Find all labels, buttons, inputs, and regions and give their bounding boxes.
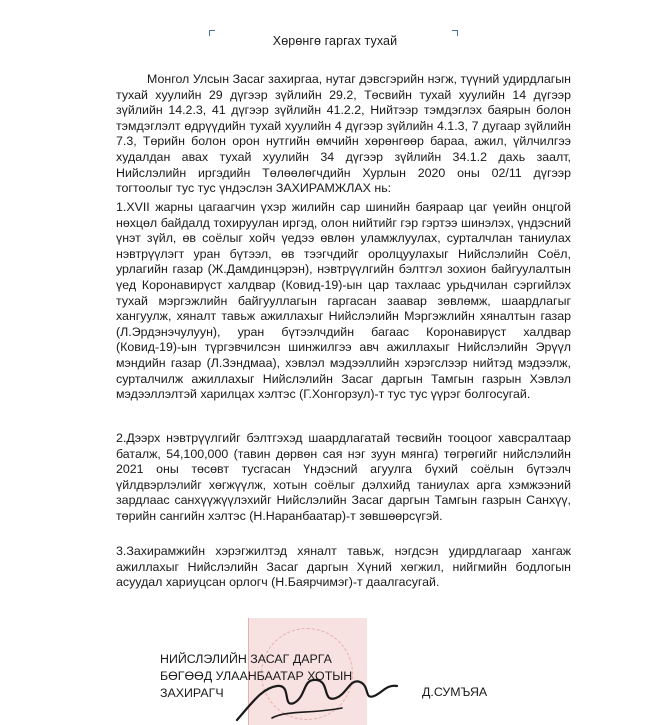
item-1-paragraph: 1.XVII жарны цагаагчин үхэр жилийн сар шинийн баяраар цаг үеийн онцгой нөхцөл байдалд тохируулан иргэд, олон нийтийг гэр гэртээ шинэлэх, үндэсний үнэт зүйл, өв соёлыг хойч үедээ өвлөн уламжлуулах, сурталчлан таниулах нэвтрүүлэгт уран бүтээл, өв тээгчдийг оролцуулахыг Нийслэлийн Соёл, урлагийн газар (Ж.Дамдинцэрэн), нэвтрүүлгийн бэлтгэл зохион байгуулалтын үед Коронавирүст халдвар (Ковид-19)-ын цар тахлаас урьдчилан сэргийлэх тухай мэргэжлийн байгууллагын гаргасан заавар зөвлөмж, шаардлагыг хангуулж, хяналт тавьж ажиллахыг Нийслэлийн Мэргэжлийн хяналтын газар (Л.Эрдэнэчулуун), уран бүтээлчдийн багаас Коронавирүст халдвар (Ковид-19)-ын түргэвчилсэн шинжилгээ авч ажиллахыг Нийслэлийн Эрүүл мэндийн газар (Л.Зэндмаа), хэвлэл мэдээллийн хэрэгслээр нийтэд мэдээлж, сурталчилж ажиллахыг Нийслэлийн Засаг даргын Тамгын газрын Хэвлэл мэдээллэлтэй харилцах хэлтэс (Г.Хонгорзул)-т тус тус үүрэг болгосугай. bbox=[116, 200, 571, 402]
signatory-name: Д.СУМЪЯА bbox=[422, 685, 488, 699]
signatory-title-line-1: НИЙСЛЭЛИЙН ЗАСАГ ДАРГА bbox=[160, 652, 332, 666]
intro-paragraph: Монгол Улсын Засаг захиргаа, нутаг дэвсгэрийн нэгж, түүний удирдлагын тухай хуулийн 29 дүгээр зүйлийн 29.2, Төсвийн тухай хуулийн 14 дүгээр зүйлийн 14.2.3, 41 дүгээр зүйлийн 41.2.2, Нийтээр тэмдэглэх баярын болон тэмдэглэлт өдрүүдийн тухай хуулийн 4 дүгээр зүйлийн 4.1.3, 7 дугаар зүйлийн 7.3, Төрийн болон орон нутгийн өмчийн хөрөнгөөр бараа, ажил, үйлчилгээ худалдан авах тухай хуулийн 34 дүгээр зүйлийн 34.1.2 дахь заалт, Нийслэлийн иргэдийн Төлөөлөгчдийн Хурлын 2020 оны 02/11 дүгээр тогтоолыг тус тус үндэслэн ЗАХИРАМЖЛАХ нь: bbox=[116, 72, 571, 196]
item-2-paragraph: 2.Дээрх нэвтрүүлгийг бэлтгэхэд шаардлагатай төсвийн тооцоог хавсралтаар баталж, 54,100,000 (тавин дөрвөн сая нэг зуун мянга) төгрөгийг нийслэлийн 2021 оны төсөвт тусгасан Үндэсний агуулга бүхий соёлын бүтээлч үйлдвэрлэлийг хөгжүүлж, хотын соёлыг дэлхийд таниулах арга хэмжээний зардлаас санхүүжүүлэхийг Нийслэлийн Засаг даргын Тамгын газрын Санхүү, төрийн сангийн хэлтэс (Н.Наранбаатар)-т зөвшөөрсүгэй. bbox=[116, 431, 571, 523]
signatory-title-line-3: ЗАХИРАГЧ bbox=[160, 686, 224, 700]
signatory-title-line-2: БӨГӨӨД УЛААНБААТАР ХОТЫН bbox=[160, 669, 353, 683]
handwritten-signature bbox=[232, 648, 402, 725]
item-3-paragraph: 3.Захирамжийн хэрэгжилтэд хяналт тавьж, нэгдсэн удирдлагаар хангаж ажиллахыг Нийслэлийн Засаг даргын Хүний хөгжил, нийгмийн бодлогын асуудал хариуцсан орлогч (Н.Баярчимэг)-т даалгасугай. bbox=[116, 544, 571, 590]
document-title: Хөрөнгө гаргах тухай bbox=[272, 34, 398, 48]
